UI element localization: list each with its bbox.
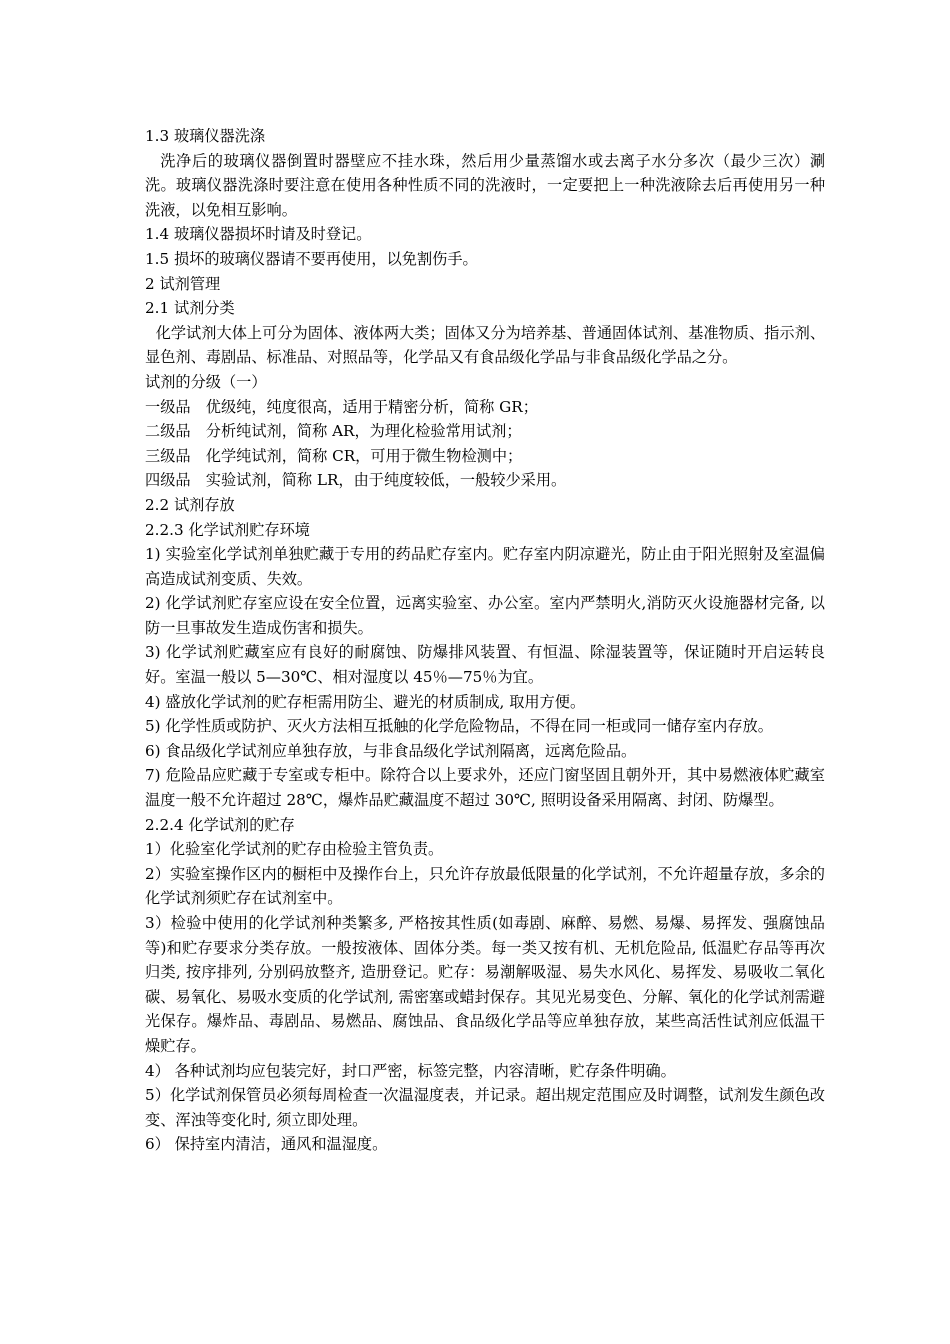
- grade-3-line: 三级品 化学纯试剂，简称 CR，可用于微生物检测中；: [145, 446, 523, 465]
- storage-item-4: 4） 各种试剂均应包装完好，封口严密，标签完整，内容清晰，贮存条件明确。: [145, 1061, 676, 1080]
- storage-env-item-5: 5) 化学性质或防护、灭火方法相互抵触的化学危险物品，不得在同一柜或同一储存室内存放。: [145, 717, 773, 736]
- storage-env-item-6: 6) 食品级化学试剂应单独存放，与非食品级化学试剂隔离，远离危险品。: [145, 741, 637, 760]
- grade-1-line: 一级品 优级纯，纯度很高，适用于精密分析，简称 GR；: [145, 397, 538, 416]
- storage-env-item-1: 1) 实验室化学试剂单独贮藏于专用的药品贮存室内。贮存室内阴凉避光，防止由于阳光照射及室温偏高造成试剂变质、失效。: [145, 545, 825, 588]
- section-heading-2-1: 2.1 试剂分类: [145, 299, 235, 318]
- storage-item-6: 6） 保持室内清洁，通风和温湿度。: [145, 1135, 388, 1154]
- section-heading-2-2-3: 2.2.3 化学试剂贮存环境: [145, 520, 310, 539]
- section-heading-2-2-4: 2.2.4 化学试剂的贮存: [145, 815, 295, 834]
- storage-env-item-2: 2) 化学试剂贮存室应设在安全位置，远离实验室、办公室。室内严禁明火,消防灭火设施器材完备, 以防一旦事故发生造成伤害和损失。: [145, 594, 825, 637]
- storage-item-1: 1）化验室化学试剂的贮存由检验主管负责。: [145, 840, 444, 859]
- item-1-4: 1.4 玻璃仪器损坏时请及时登记。: [145, 225, 372, 244]
- grade-4-line: 四级品 实验试剂，简称 LR，由于纯度较低，一般较少采用。: [145, 471, 567, 490]
- storage-item-2: 2）实验室操作区内的橱柜中及操作台上，只允许存放最低限量的化学试剂，不允许超量存放，多余的化学试剂须贮存在试剂室中。: [145, 864, 825, 908]
- storage-env-item-3: 3) 化学试剂贮藏室应有良好的耐腐蚀、防爆排风装置、有恒温、除湿装置等，保证随时开启运转良好。室温一般以 5—30℃、相对湿度以 45％—75％为宜。: [145, 643, 825, 687]
- item-1-5: 1.5 损坏的玻璃仪器请不要再使用，以免割伤手。: [145, 249, 478, 268]
- storage-env-item-7: 7) 危险品应贮藏于专室或专柜中。除符合以上要求外，还应门窗坚固且朝外开，其中易燃液体贮藏室温度一般不允许超过 28℃，爆炸品贮藏温度不超过 30℃, 照明设备采用隔离、封闭、防爆型。: [145, 766, 825, 810]
- reagent-grading-heading: 试剂的分级（一）: [145, 372, 267, 391]
- grade-2-line: 二级品 分析纯试剂，简称 AR，为理化检验常用试剂；: [145, 422, 522, 441]
- storage-item-5: 5）化学试剂保管员必须每周检查一次温湿度表，并记录。超出规定范围应及时调整，试剂发生颜色改变、浑浊等变化时, 须立即处理。: [145, 1086, 825, 1129]
- document-page: [145, 124, 825, 1157]
- section-heading-2: 2 试剂管理: [145, 274, 221, 293]
- paragraph-reagent-classification: 化学试剂大体上可分为固体、液体两大类；固体又分为培养基、普通固体试剂、基准物质、指示剂、显色剂、毒剧品、标准品、对照品等，化学品又有食品级化学品与非食品级化学品之分。: [145, 323, 825, 367]
- section-heading-2-2: 2.2 试剂存放: [145, 495, 235, 514]
- paragraph-glassware-washing: 洗净后的玻璃仪器倒置时器壁应不挂水珠，然后用少量蒸馏水或去离子水分多次（最少三次）涮洗。玻璃仪器洗涤时要注意在使用各种性质不同的洗液时，一定要把上一种洗液除去后再使用另一种洗液，以免相互影响。: [145, 151, 825, 219]
- section-heading-1-3: 1.3 玻璃仪器洗涤: [145, 127, 266, 145]
- storage-env-item-4: 4) 盛放化学试剂的贮存柜需用防尘、避光的材质制成, 取用方便。: [145, 692, 586, 711]
- storage-item-3: 3）检验中使用的化学试剂种类繁多, 严格按其性质(如毒剧、麻醉、易燃、易爆、易挥发、强腐蚀品等)和贮存要求分类存放。一般按液体、固体分类。每一类又按有机、无机危险品, 低温贮存品等再次归类, 按序排列, 分别码放整齐, 造册登记。贮存：易潮解吸湿、易失水风化、易挥发、易吸收二氧化碳、易氧化、易吸水变质的化学试剂, 需密塞或蜡封保存。其见光易变色、分解、氧化的化学试剂需避光保存。爆炸品、毒剧品、易燃品、腐蚀品、食品级化学品等应单独存放，某些高活性试剂应低温干燥贮存。: [145, 914, 825, 1055]
